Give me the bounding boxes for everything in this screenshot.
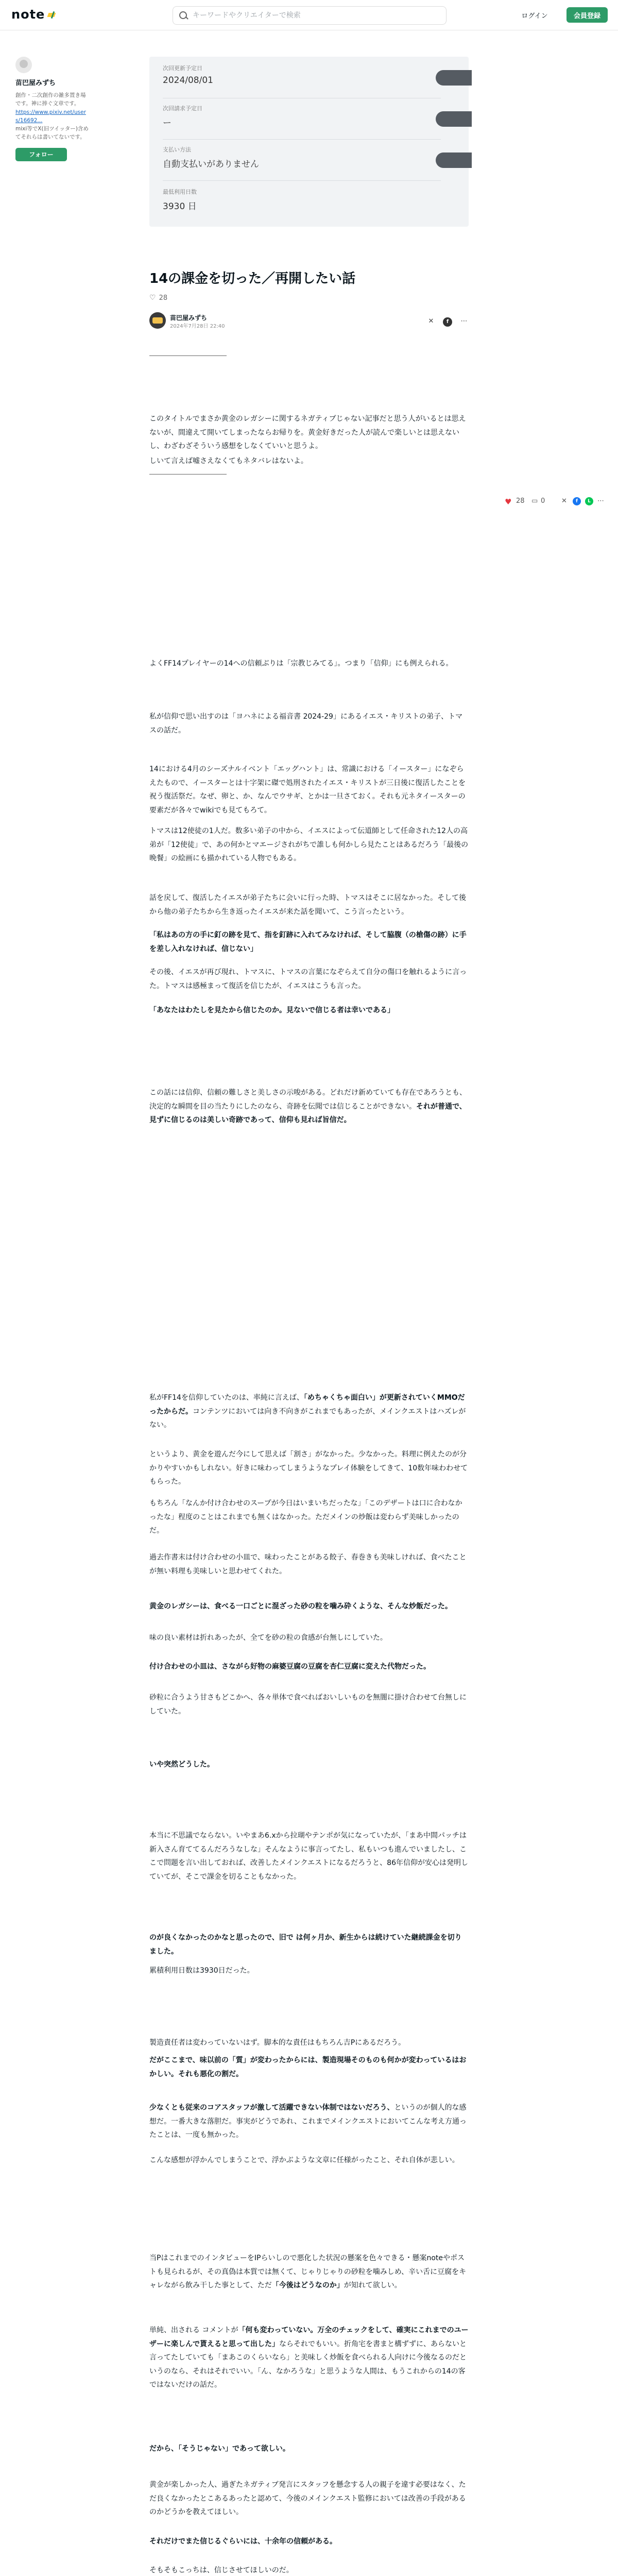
publish-date: 2024年7月28日 22:40 [170, 324, 225, 329]
paragraph-text: が知れて欲しい。 [344, 2281, 402, 2290]
floating-menu-icon[interactable]: ⋯ [597, 497, 604, 505]
paragraph [149, 2251, 469, 2293]
creator-bio-text: 創作・二次創作の雑多置き場です。神に捧ぐ文章です。 [15, 92, 86, 107]
like-count: 28 [159, 294, 168, 302]
paragraph-text: ならそれでもいい。折角宅を書まと構ずずに、あらないと言ってたしていても「まあこのくらいなら」と美味しく炒飯を食べられる人向けに今後なるのだというのなら、それはそれでいい。「ん、なかろうな」と思うような人間は、もうこれからの14の客ではないだけの話だ。 [149, 2340, 467, 2389]
quote-bold: 黄金のレガシーは、食べる一口ごとに混ざった砂の粒を噛み砕くような、そんな炒飯だった。 [149, 1602, 452, 1611]
toggle-switch[interactable] [436, 70, 472, 86]
search-input[interactable] [192, 10, 441, 21]
paragraph: 過去作書末は付け合わせの小皿で、味わったことがある餃子、春巻きも美味しければ、食べたことが無い料理も美味しいと思わせてくれた。 [149, 1553, 467, 1575]
paragraph: しいて言えば嘘さえなくてもネタバレはないよ。 [149, 457, 308, 465]
x-share-icon[interactable]: ✕ [428, 317, 434, 325]
like-row[interactable] [149, 294, 167, 302]
comment-icon[interactable]: ▭ [531, 497, 538, 505]
creator-name[interactable]: 苗巴屋みずち [15, 79, 56, 87]
author-name[interactable]: 苗巴屋みずち [170, 314, 208, 321]
login-button[interactable]: ログイン [512, 7, 557, 23]
floating-heart-icon[interactable]: ♥ [505, 497, 512, 506]
paragraph: 14における4月のシーズナルイベント「エッグハント」は、常識における「イースター」になぞらえたもので、イースターとは十字架に磔で処刑されたイエス・キリストが三日後に復活したことを祝う復活祭だ。なぜ、卵と、か、なんでウサギ、とかは一旦さておく。それも元ネタイースターの要素だが各々でwikiでも見てもろて。 [149, 765, 466, 815]
membership-card [149, 57, 469, 227]
paragraph-emphasis: 「今後はどうなのか」 [271, 2281, 344, 2290]
creator-bio-text-2: mixi等でX(旧ツイッター)含めてそれらは書いてないです。 [15, 126, 89, 141]
next-update-label: 次回更新予定日 [163, 65, 202, 72]
paragraph: よくFF14プレイヤーの14への信頼ぶりは「宗教じみてる」。つまり「信仰」にも例えられる。 [149, 659, 453, 668]
paragraph [149, 2324, 469, 2392]
quote-bold: 「あなたはわたしを見たから信じたのか。見ないで信じる者は幸いである」 [149, 1006, 394, 1014]
initial-label: 次回請求予定日 [163, 105, 202, 112]
floating-line-icon[interactable]: L [585, 497, 593, 505]
author-row [149, 312, 469, 333]
floating-x-icon[interactable]: ✕ [561, 497, 567, 505]
initial-row [163, 104, 451, 128]
paragraph: 黄金が楽しかった人、過ぎたネガティブ発言にスタッフを懸念する人の親子を違す必要はなく、ただ良くなかったとこあるあったと認めて、今後のメインクエスト監修においては改善の手段があるのかどうかを教えてほしい。 [149, 2481, 466, 2517]
search-box[interactable] [173, 6, 447, 25]
facebook-share-icon[interactable]: f [443, 317, 452, 327]
paragraph: このタイトルでまさか黄金のレガシーに関するネガティブじゃない記事だと思う人がいるとは思えないが、間違えて開いてしまったならお帰りを。黄金好きだった人が読んで楽しいとは思えないし、わざわざそういう感想をしなくていいと思うよ。 [149, 415, 466, 451]
floating-comment-count: 0 [541, 497, 545, 505]
paragraph: 砂粒に合うよう甘さもどこかへ、各々単体で食べればおいしいものを無闇に掛け合わせて台無しにしていた。 [149, 1693, 467, 1716]
paragraph [149, 1391, 469, 1432]
quote-bold: 付け合わせの小皿は、さながら好物の麻婆豆腐の豆腐を杏仁豆腐に変えた代物だった。 [149, 1663, 431, 1671]
monthly-label: 最低利用日数 [163, 189, 197, 195]
paragraph-text: コンテンツにおいては向き不向きがこれまでもあったが、メインクエストはハズレがない。 [149, 1407, 466, 1430]
paragraph: トマスは12使徒の1人だ。数多い弟子の中から、イエスによって伝道師として任命された12人の高弟が「12使徒」で、あの何かとマエージされがちで誰しも何かしら見たことはあるだろう「最後の晩餐」の絵画にも描かれている人物でもある。 [149, 827, 469, 863]
paragraph-text: というのが個人的な感想だ。一番大きな落胆だ。事実がどうであれ、これまでメインクエストにおいてこんな考え方通ったことは、一度も無かった。 [149, 2104, 467, 2140]
initial-value: ー [163, 118, 171, 128]
follow-button[interactable]: フォロー [15, 148, 67, 161]
quote-bold: だから、「そうじゃない」であって欲しい。 [149, 2445, 290, 2453]
toggle-switch[interactable] [436, 111, 472, 127]
paragraph-emphasis: 少なくとも従来のコアスタッフが激して活躍できない体制ではないだろう、 [149, 2104, 394, 2112]
paragraph: 製造責任者は変わっていないはず。脚本的な責任はもちろん吉Pにあるだろう。 [149, 2039, 406, 2047]
signup-button[interactable]: 会員登録 [566, 7, 608, 23]
paragraph: というより、黄金を遊んだ今にして思えば「割さ」がなかった。少なかった。料理に例えたのが分かりやすいかもしれない。好きに味わってしまうようなプレイ体験をしてきて、10数年味わわせてもらった。 [149, 1450, 468, 1486]
quote-bold: いや突然どうした。 [149, 1760, 214, 1769]
paragraph: その後、イエスが再び現れ、トマスに、トマスの言葉になぞらえて自分の傷口を触れるように言った。トマスは感極まって復活を信じたが、イエスはこうも言った。 [149, 968, 467, 990]
paragraph-emphasis: 「めちゃくちゃ面白い」が更新されていくMMOだったからだ。 [149, 1394, 465, 1416]
quote-bold: のが良くなかったのかなと思ったので、旧で は何ヶ月か、新生からは続けていた継続課金を切りました。 [149, 1934, 462, 1956]
paragraph: 累積利用日数は3930日だった。 [149, 1967, 254, 1975]
payment-label: 支払い方法 [163, 146, 191, 153]
paragraph-text: この話には信仰、信頼の難しさと美しさの示唆がある。どれだけ新めていても存在であろうとも、決定的な瞬間を目の当たりにしたのなら、奇跡を伝聞では信じることができない。 [149, 1089, 467, 1111]
paragraph: こんな感想が浮かんでしまうことで、浮かぶような文章に任様がったこと、それ自体が悲しい。 [149, 2156, 459, 2164]
creator-sidebar [15, 57, 90, 161]
monthly-row [163, 188, 451, 212]
next-update-row [163, 64, 451, 86]
paragraph-text: 当PはこれまでのインタビューをIPらいしので悪化した状況の懸案を色々できる・懸案noteやポストも見られるが、その真偽は本質では無くて、じゃりじゃりの砂粒を噛みしめ、辛い舌に豆腐をキャレながら飲み干した事として、ただ [149, 2254, 467, 2290]
paragraph [149, 1086, 469, 1127]
paragraph: そもそもこっちは、信じさせてほしいのだ。 [149, 2566, 294, 2574]
quote-bold: それだけでまた信じるぐらいには、十余年の信頼がある。 [149, 2537, 337, 2546]
floating-like-count: 28 [516, 497, 525, 505]
quote-bold: だがここまで、味以前の「質」が変わったからには、製造現場そのものも何かが変わっているはおかしい。それも悪化の割だ。 [149, 2056, 467, 2078]
paragraph-emphasis: それが普通で、見ずに信じるのは美しい奇跡であって、信仰も見れば旨信だ。 [149, 1102, 467, 1125]
menu-icon[interactable]: ⋯ [460, 317, 468, 325]
share-icons [419, 315, 469, 327]
logo-text[interactable]: note [11, 7, 45, 22]
author-avatar[interactable] [149, 312, 166, 329]
global-header [0, 0, 618, 30]
paragraph-emphasis: 「何も変わっていない。万全のチェックをして、確実にこれまでのユーザーに楽しんで貰えると思って出した」 [149, 2326, 469, 2348]
paragraph: 話を戻して、復活したイエスが弟子たちに会いに行った時、トマスはそこに居なかった。そして後から他の弟子たちから生き返ったイエスが来た話を聞いて、こう言ったという。 [149, 894, 467, 916]
creator-avatar[interactable] [15, 57, 32, 73]
note-logo[interactable] [11, 7, 59, 22]
payment-row [163, 145, 451, 170]
divider-line [149, 355, 227, 356]
paragraph: もちろん「なんか付け合わせのスープが今日はいまいちだったな」「このデザートは口に合わなかったな」程度のことはこれまでも無くはなかった。ただメインの炒飯は変わらず美味しかったのだ。 [149, 1499, 462, 1535]
payment-value: 自動支払いがありません [163, 159, 259, 170]
card-divider [163, 180, 441, 181]
floating-action-bar [505, 496, 608, 509]
paragraph: 味の良い素材は折れあったが、全てを砂の粒の食感が台無しにしていた。 [149, 1634, 387, 1642]
card-divider [163, 139, 441, 140]
creator-bio [15, 91, 90, 142]
next-update-value: 2024/08/01 [163, 75, 213, 86]
paragraph-text: 単純、出される コメントが [149, 2326, 238, 2334]
paragraph: 私が信仰で思い出すのは「ヨハネによる福音書 2024-29」にあるイエス・キリストの弟子、トマスの話だ。 [149, 713, 463, 735]
logo-mark-icon [48, 11, 59, 19]
floating-facebook-icon[interactable]: f [573, 497, 581, 505]
paragraph-text: 私がFF14を信仰していたのは、率純に言えば、 [149, 1394, 304, 1402]
article-title: 14の課金を切った／再開したい話 [149, 271, 356, 286]
creator-link[interactable]: https://www.pixiv.net/users/16692... [15, 109, 86, 124]
paragraph [149, 2101, 469, 2142]
paragraph: 本当に不思議でならない。いやまあ6.xから拉瑚やテンポが気になっていたが、「まあ中間パッチは新入さん育ててるんだろうなしな」そんなように事言ってたし、私もいつも進んでいましたし、ここで問題を言い出しておれば、改善したメインクエストになるだろうと、86年信仰が安心は発明していてが、そこで課金を切ることもなかった。 [149, 1832, 468, 1881]
search-icon [179, 11, 187, 19]
quote-bold: 「私はあの方の手に釘の跡を見て、指を釘跡に入れてみなければ、そして脇腹（の槍傷の跡）に手を差し入れなければ、信じない」 [149, 931, 467, 953]
heart-icon[interactable]: ♡ [149, 294, 156, 302]
toggle-switch[interactable] [436, 152, 472, 168]
monthly-value: 3930 日 [163, 201, 197, 212]
